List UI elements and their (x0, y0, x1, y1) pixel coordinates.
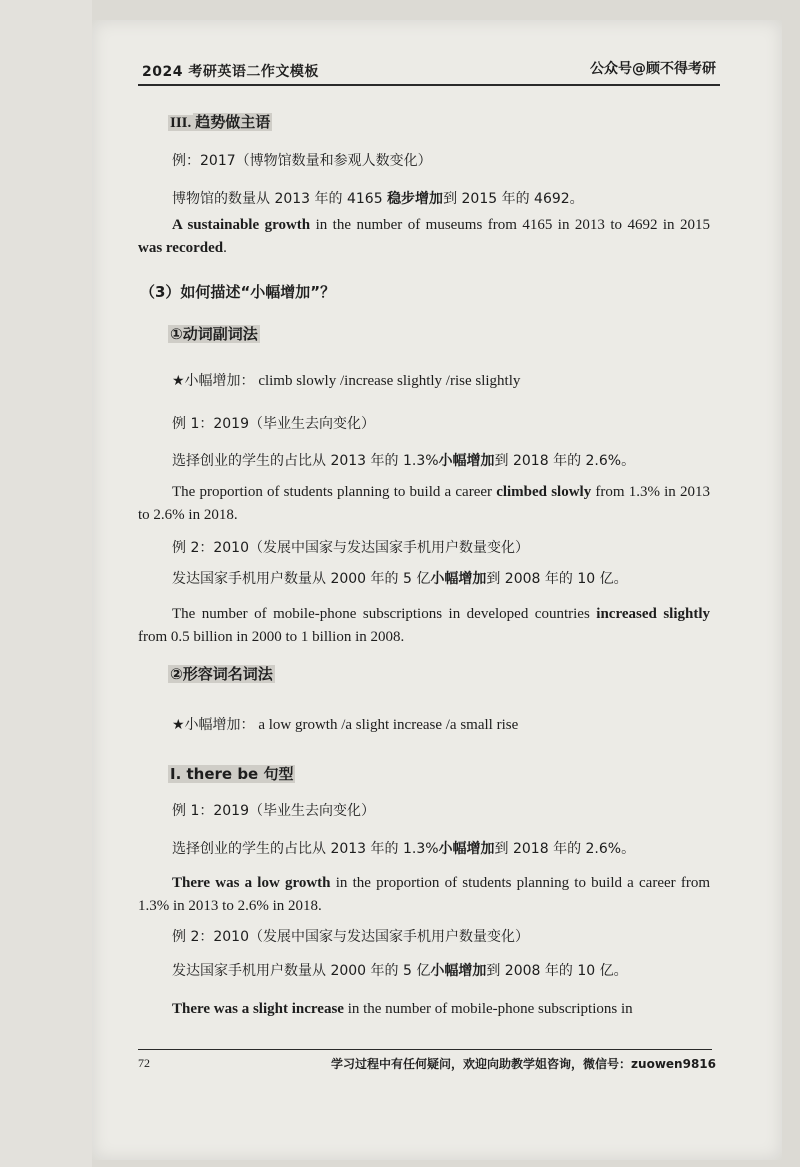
example2-label: 例 2：2010（发展中国家与发达国家手机用户数量变化） (172, 540, 529, 556)
footer-rule (138, 1049, 712, 1050)
cn-text: 到 2008 年的 10 亿。 (486, 963, 628, 979)
en-bold: There was a low growth (172, 875, 331, 891)
en-text: . (223, 240, 227, 256)
cn-text: 到 2018 年的 2.6%。 (494, 453, 636, 469)
pattern-example2-label: 例 2：2010（发展中国家与发达国家手机用户数量变化） (172, 929, 529, 945)
footer-note: 学习过程中有任何疑问，欢迎向助教学姐咨询，微信号：zuowen9816 (331, 1057, 716, 1071)
cn-text: 博物馆的数量从 2013 年的 4165 (172, 191, 388, 207)
star-label: ★小幅增加： (172, 717, 255, 733)
section-number: III. (170, 115, 192, 131)
cn-text: 到 2008 年的 10 亿。 (486, 571, 628, 587)
example1-english (138, 481, 710, 527)
example-chinese (172, 188, 584, 210)
method1-words (172, 370, 520, 392)
example2-chinese (172, 568, 628, 590)
en-bold: There was a slight increase (172, 1001, 344, 1017)
scan-background (0, 0, 92, 1167)
subsection-title: （3）如何描述“小幅增加”？ (140, 283, 336, 301)
pattern-example1-english (138, 872, 710, 918)
words: a low growth /a slight increase /a small rise (254, 717, 519, 733)
words: climb slowly /increase slightly /rise slightly (254, 373, 521, 389)
method2-heading (168, 663, 275, 685)
example1-chinese (172, 450, 635, 472)
en-bold: climbed slowly (496, 484, 592, 500)
cn-text: 到 2015 年的 4692。 (443, 191, 584, 207)
en-bold: A sustainable growth (172, 217, 311, 233)
en-text: in the number of mobile-phone subscriptions in (343, 1001, 633, 1017)
example-english (138, 214, 710, 260)
en-text: The proportion of students planning to build a career (172, 484, 497, 500)
en-bold: was recorded (138, 240, 224, 256)
pattern-example2-english (138, 998, 710, 1021)
section-heading-text: 趋势做主语 (195, 113, 271, 131)
pattern-example1-chinese (172, 838, 635, 860)
example-label: 例：2017（博物馆数量和参观人数变化） (172, 153, 432, 169)
example2-english (138, 603, 710, 649)
star-label: ★小幅增加： (172, 373, 255, 389)
example1-label: 例 1：2019（毕业生去向变化） (172, 416, 375, 432)
cn-bold: 小幅增加 (430, 571, 487, 587)
cn-bold: 小幅增加 (430, 963, 487, 979)
en-text: from 1.3% in 2013 to 2.6% in 2018. (138, 484, 710, 523)
cn-bold: 小幅增加 (438, 453, 495, 469)
cn-bold: 小幅增加 (438, 841, 495, 857)
header-title: 2024 考研英语二作文模板 (142, 64, 319, 80)
page-number: 72 (138, 1056, 150, 1070)
method2-label: ②形容词名词法 (170, 665, 273, 683)
cn-text: 发达国家手机用户数量从 2000 年的 5 亿 (172, 571, 431, 587)
header-account: 公众号@顾不得考研 (590, 61, 716, 77)
cn-text: 选择创业的学生的占比从 2013 年的 1.3% (172, 841, 439, 857)
cn-text: 发达国家手机用户数量从 2000 年的 5 亿 (172, 963, 431, 979)
en-bold: increased slightly (596, 606, 710, 622)
section-heading (168, 111, 272, 134)
pattern-label: I. there be 句型 (170, 765, 294, 783)
method1-label: ①动词副词法 (170, 325, 258, 343)
cn-text: 到 2018 年的 2.6%。 (494, 841, 636, 857)
en-text: The number of mobile-phone subscriptions in developed countries (172, 606, 597, 622)
pattern-example1-label: 例 1：2019（毕业生去向变化） (172, 803, 375, 819)
method2-words (172, 714, 518, 736)
pattern-example2-chinese (172, 960, 628, 982)
cn-text: 选择创业的学生的占比从 2013 年的 1.3% (172, 453, 439, 469)
pattern-heading (168, 763, 295, 785)
method1-heading (168, 323, 260, 345)
en-text: from 0.5 billion in 2000 to 1 billion in 2008. (138, 629, 405, 645)
en-text: in the number of museums from 4165 in 2013 to 4692 in 2015 (310, 217, 710, 233)
header-rule (138, 84, 720, 86)
cn-bold: 稳步增加 (387, 191, 444, 207)
en-text: in the proportion of students planning to build a career from 1.3% in 2013 to 2.6% in 2018. (138, 875, 710, 914)
